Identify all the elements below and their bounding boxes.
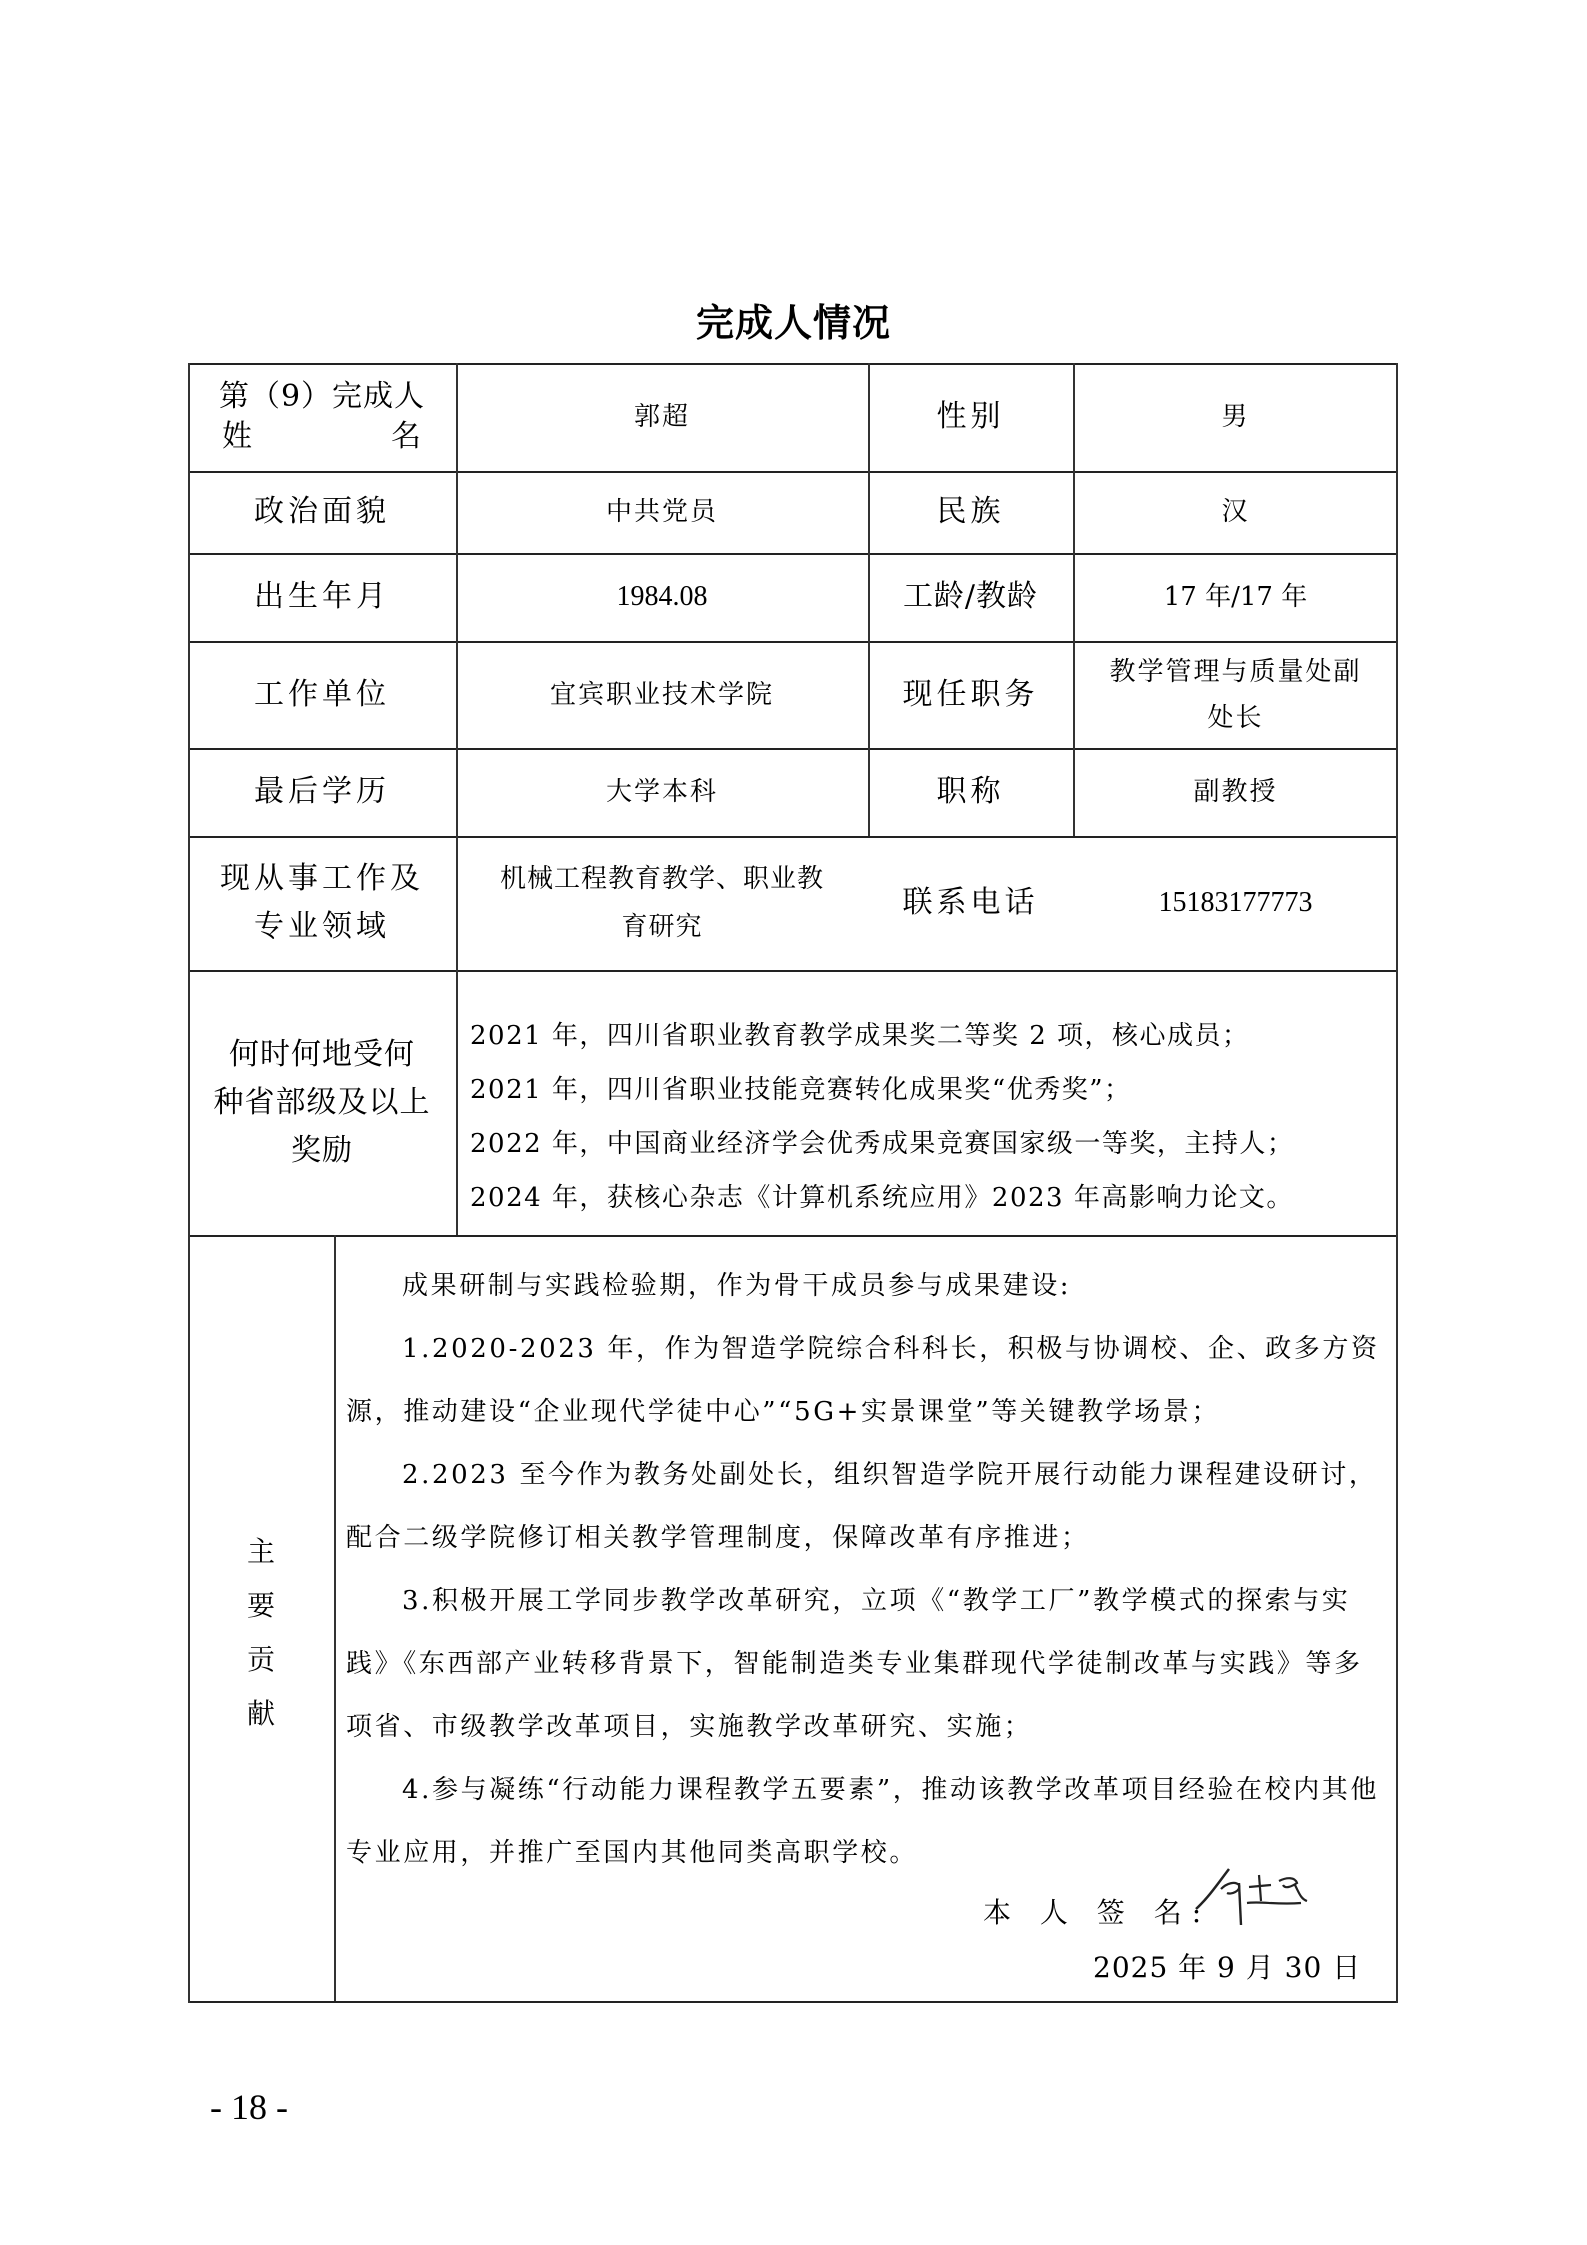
employer-value: 宜宾职业技术学院 — [549, 679, 774, 710]
field-label-line1: 现从事工作及 — [220, 861, 424, 896]
award-item: 2022 年，中国商业经济学会优秀成果竞赛国家级一等奖，主持人； — [470, 1129, 1295, 1159]
ethnicity-value: 汉 — [1221, 497, 1250, 527]
contribution-text — [346, 1255, 1386, 1885]
employer-label: 工作单位 — [254, 676, 390, 712]
page-number: - 18 - — [210, 2087, 288, 2127]
name-label-line2 — [222, 417, 422, 457]
signature-label: 本 人 签 名: — [983, 1896, 1212, 1929]
field-label-line2: 专业领域 — [254, 909, 390, 944]
position-line1: 教学管理与质量处副 — [1109, 656, 1362, 687]
table-border-bottom — [188, 2001, 1398, 2003]
award-item: 2021 年，四川省职业教育教学成果奖二等奖 2 项，核心成员； — [470, 1021, 1250, 1051]
politics-label: 政治面貌 — [254, 494, 390, 529]
name-value: 郭超 — [633, 402, 690, 432]
handwritten-signature — [1191, 1867, 1326, 1927]
signature-date: 2025 年 9 月 30 日 — [1093, 1951, 1362, 1984]
seniority-value: 17 年/17 年 — [1163, 582, 1308, 612]
gender-label: 性别 — [936, 399, 1005, 434]
contribution-paragraph: 2.2023 至今作为教务处副处长，组织智造学院开展行动能力课程建设研讨，配合二级学院修订相关教学管理制度，保障改革有序推进； — [346, 1460, 1378, 1553]
birth-value: 1984.08 — [616, 581, 708, 612]
awards-label — [188, 970, 456, 1235]
name-label-char-a: 姓 — [222, 419, 253, 454]
position-label: 现任职务 — [902, 676, 1039, 712]
contribution-label-char: 献 — [246, 1697, 275, 1730]
title-value: 副教授 — [1193, 777, 1278, 807]
education-label: 最后学历 — [254, 774, 390, 809]
awards-label-line2: 种省部级及以上 — [213, 1084, 431, 1120]
field-line1: 机械工程教育教学、职业教 — [499, 864, 824, 894]
awards-label-line3: 奖励 — [291, 1132, 353, 1168]
ethnicity-label: 民族 — [936, 494, 1005, 529]
contribution-paragraph: 成果研制与实践检验期，作为骨干成员参与成果建设: — [402, 1271, 1072, 1301]
contribution-paragraph: 3.积极开展工学同步教学改革研究，立项《“教学工厂”教学模式的探索与实践》《东西部产业转移背景下，智能制造类专业集群现代学徒制改革与实践》等多项省、市级教学改革项目，实施教学改革研究、实施； — [346, 1586, 1363, 1742]
gender-value: 男 — [1221, 402, 1250, 432]
contribution-paragraph: 4.参与凝练“行动能力课程教学五要素”，推动该教学改革项目经验在校内其他专业应用，并推广至国内其他同类高职学校。 — [346, 1775, 1379, 1868]
award-item: 2024 年，获核心杂志《计算机系统应用》2023 年高影响力论文。 — [470, 1183, 1294, 1213]
position-value — [1073, 641, 1398, 748]
education-value: 大学本科 — [605, 777, 718, 807]
contribution-paragraph: 1.2020-2023 年，作为智造学院综合科科长，积极与协调校、企、政多方资源，推动建设“企业现代学徒中心”“5G+实景课堂”等关键教学场景； — [346, 1334, 1380, 1427]
name-label-char-b: 名 — [391, 419, 422, 454]
name-label-line1: 第（9）完成人 — [218, 379, 426, 414]
contribution-label-char: 主 — [246, 1535, 275, 1568]
completer-info-table — [188, 363, 1398, 2003]
contribution-label-char: 贡 — [246, 1643, 275, 1676]
phone-label: 联系电话 — [902, 885, 1039, 920]
field-label — [188, 836, 456, 970]
row-divider — [188, 1235, 1398, 1237]
col-divider — [334, 1235, 336, 2001]
seniority-label: 工龄/教龄 — [902, 579, 1039, 614]
contribution-label — [246, 1525, 276, 1741]
politics-value: 中共党员 — [605, 497, 718, 527]
contribution-label-char: 要 — [246, 1589, 275, 1622]
awards-label-line1: 何时何地受何 — [229, 1036, 415, 1072]
field-line2: 育研究 — [621, 912, 703, 942]
phone-value: 15183177773 — [1158, 887, 1313, 918]
birth-label: 出生年月 — [254, 579, 390, 614]
position-line2: 处长 — [1207, 702, 1264, 733]
page-title: 完成人情况 — [695, 301, 891, 345]
field-value — [456, 836, 868, 970]
award-item: 2021 年，四川省职业技能竞赛转化成果奖“优秀奖”； — [470, 1075, 1132, 1105]
awards-list — [470, 1009, 1390, 1225]
name-label — [188, 363, 456, 471]
title-label: 职称 — [936, 774, 1005, 809]
